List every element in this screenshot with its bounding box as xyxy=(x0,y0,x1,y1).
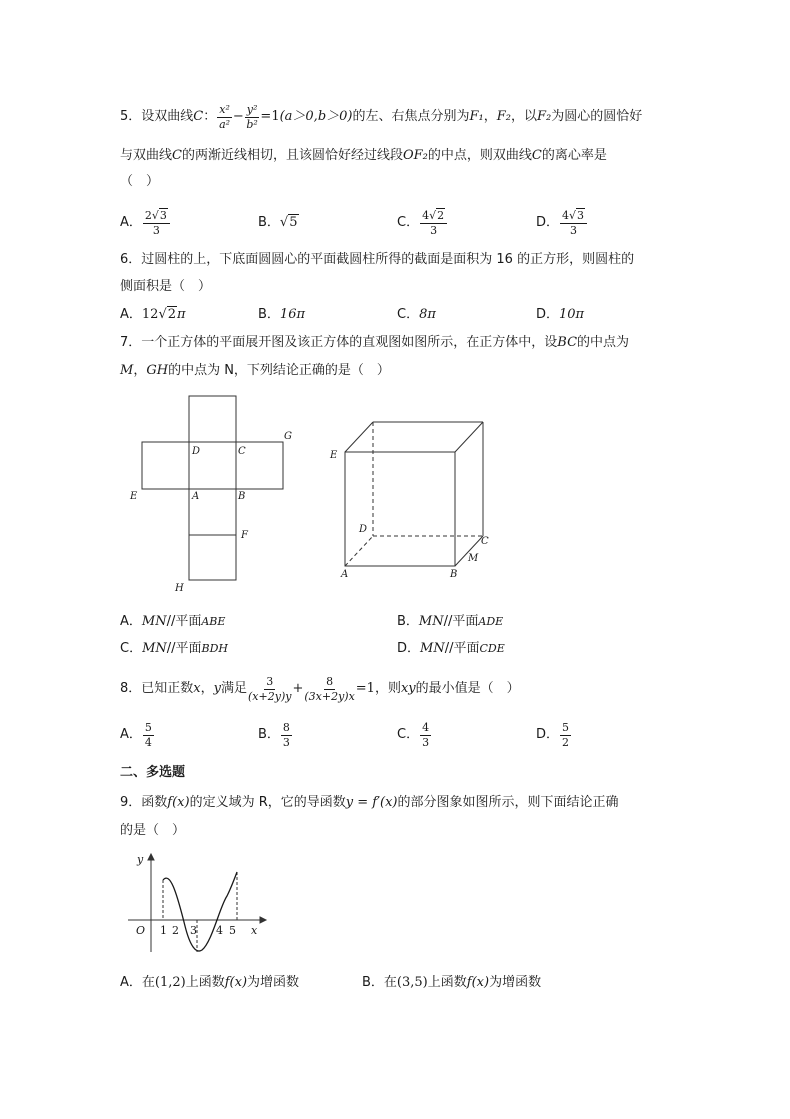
q5-f2b: F₂ xyxy=(537,109,552,124)
q5-optA-frac: 2√3 3 xyxy=(143,210,170,237)
q7-option-c: C．MN//平面BDH xyxy=(120,641,229,656)
q8-line1: 8．已知正数 x ， y 满足 3 (x+2y)y + $\frac{8}{(3x+2y)x}$ =1 ，则 xy 的最小值是（ ） xyxy=(120,674,520,703)
q5-line2a: 与双曲线 xyxy=(120,148,173,163)
q5-text3: ，以 xyxy=(510,109,537,124)
q5-line2d: 的离心率是 xyxy=(541,148,607,163)
y-axis-arrow xyxy=(148,854,154,860)
derivative-curve xyxy=(163,872,237,951)
q7-option-b: B．MN//平面ADE xyxy=(397,614,504,629)
q5-comma: ， xyxy=(483,109,497,124)
q5-minus: − xyxy=(232,109,244,124)
net-label-b: B xyxy=(238,491,246,502)
q6-line1: 6．过圆柱的上，下底面圆圆心的平面截圆柱所得的截面是面积为 16 的正方形，则圆柱的 xyxy=(120,252,635,267)
q5-frac-x: x² a² xyxy=(219,102,231,131)
q7-option-a: A．MN//平面ABE xyxy=(120,614,226,629)
q5-paren: （ ） xyxy=(120,174,160,189)
q5-f2: F₂ xyxy=(496,109,511,124)
q5-optD-frac: 4√3 3 xyxy=(560,210,587,237)
q5-f1: F₁ xyxy=(469,109,484,124)
q5-text4: 为圆心的圆恰好 xyxy=(551,109,643,124)
q5-line2c: 的中点，则双曲线 xyxy=(427,148,532,163)
q5-line2b: 的两渐近线相切，且该圆恰好经过线段 xyxy=(181,148,403,163)
q5-option-c: C． 4√2 3 xyxy=(397,208,448,238)
section-heading-multiple-choice: 二、多选题 xyxy=(120,765,186,780)
cube-label-a: A xyxy=(341,569,349,580)
derivative-graph xyxy=(120,846,270,958)
graph-tick-3: 3 xyxy=(190,924,197,937)
q5-c3: C xyxy=(531,148,542,163)
q5-text2: 的左、右焦点分别为 xyxy=(352,109,470,124)
q8-option-b: B． 8 3 xyxy=(258,720,290,749)
cube-perspective-diagram xyxy=(325,412,495,582)
q5-number: 5． xyxy=(120,109,142,124)
cube-label-b: B xyxy=(450,569,458,580)
q7-line2: M，GH的中点为 N，下列结论正确的是（ ） xyxy=(120,363,390,378)
q6-option-b: B．16π xyxy=(258,307,306,322)
q8-option-a: A． 5 4 xyxy=(120,720,152,749)
net-square-top xyxy=(189,396,236,442)
q8-option-c: C． 4 3 xyxy=(397,720,430,749)
q7-line1: 7．一个正方体的平面展开图及该正方体的直观图如图所示，在正方体中，设BC的中点为 xyxy=(120,335,630,350)
graph-label-x: x xyxy=(251,924,258,937)
q9-option-b: B．在(3,5)上函数f(x)为增函数 xyxy=(362,975,542,990)
q5-option-a: A． 2√3 3 xyxy=(120,208,171,238)
x-axis-arrow xyxy=(260,917,266,923)
cube-label-c: C xyxy=(481,536,489,547)
cube-label-m: M xyxy=(468,553,479,564)
q5-frac-y: $\frac{\text{y²}}{\text{b²}}$ xyxy=(246,102,258,131)
q5-option-b: B． √5 xyxy=(258,215,298,230)
net-label-c: C xyxy=(238,446,246,457)
q5-curve-label: C xyxy=(193,109,204,124)
q5-c2: C xyxy=(172,148,182,163)
q8-frac1: 3 (x+2y)y xyxy=(248,674,292,703)
q6-option-d: D．10π xyxy=(536,307,585,322)
net-label-e: E xyxy=(130,491,138,502)
cube-label-e: E xyxy=(330,450,338,461)
net-square-bottom xyxy=(189,535,236,580)
q6-line2: 侧面积是（ ） xyxy=(120,279,212,294)
graph-tick-1: 1 xyxy=(160,924,167,937)
q5-optC-frac: 4√2 3 xyxy=(420,210,447,237)
q5-of2: OF₂ xyxy=(402,148,428,163)
net-label-a: A xyxy=(192,491,200,502)
q5-condition: (a＞0,b＞0) xyxy=(279,109,353,124)
q8-option-d: D． 5 2 xyxy=(536,720,570,749)
q5-colon: ： xyxy=(203,109,217,124)
q9-line1: 9．函数f(x)的定义域为 R，它的导函数y = f′(x)的部分图象如图所示，则下面结论正确 xyxy=(120,795,619,810)
q8-frac2: $\frac{8}{(3x+2y)x}$ xyxy=(304,674,355,703)
net-label-f: F xyxy=(241,530,248,541)
net-label-d: D xyxy=(192,446,201,457)
net-label-h: H xyxy=(175,583,184,594)
q5-line1 xyxy=(120,102,643,131)
q9-option-a: A．在(1,2)上函数f(x)为增函数 xyxy=(120,975,300,990)
cube-label-d: D xyxy=(359,524,368,535)
cube-net-diagram xyxy=(120,390,310,595)
graph-label-origin: O xyxy=(136,924,146,937)
q5-text1: 设双曲线 xyxy=(141,109,194,124)
q6-option-c: C．8π xyxy=(397,307,436,322)
q5-rhs: =1 xyxy=(260,109,280,124)
q5-option-d: D． 4√3 3 xyxy=(536,208,588,238)
net-label-g: G xyxy=(284,431,292,442)
net-square-left xyxy=(142,442,189,489)
graph-label-y: y xyxy=(137,853,144,866)
q7-option-d: D．MN//平面CDE xyxy=(397,641,505,656)
graph-tick-5: 5 xyxy=(229,924,236,937)
q6-option-a: A．12√2π xyxy=(120,307,186,322)
graph-tick-4: 4 xyxy=(216,924,223,937)
q9-line2: 的是（ ） xyxy=(120,823,186,838)
q5-line2 xyxy=(120,147,607,165)
graph-tick-2: 2 xyxy=(172,924,179,937)
